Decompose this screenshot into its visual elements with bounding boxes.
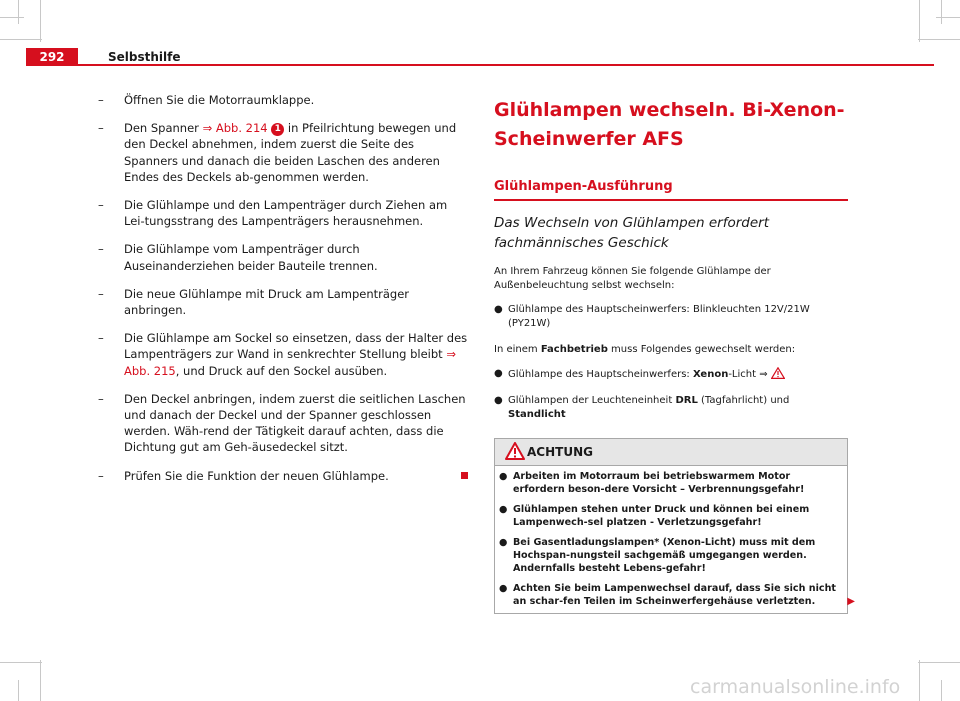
bullet-icon: ● <box>499 536 508 548</box>
section-title: Selbsthilfe <box>108 50 181 64</box>
section-end-marker <box>461 472 468 479</box>
header-rule <box>78 64 934 66</box>
warning-item <box>499 503 841 530</box>
step-dash: – <box>98 331 104 346</box>
left-column <box>98 92 468 496</box>
warning-box <box>494 438 855 614</box>
step-dash: – <box>98 93 104 107</box>
step-text: Die Glühlampe am Sockel so einsetzen, dass der Halter des Lampenträgers zur Wand in senkrechter Stellung bleibt <box>124 331 468 362</box>
warning-body <box>495 466 855 613</box>
list-item <box>494 303 848 331</box>
intro-paragraph: An Ihrem Fahrzeug können Sie folgende Glühlampe der Außenbeleuchtung selbst wechseln: <box>494 266 771 291</box>
page-number: 292 <box>26 48 78 66</box>
crop-mark <box>919 660 920 701</box>
crop-mark <box>40 0 41 42</box>
figure-link[interactable]: ⇒ Abb. 215 <box>124 347 456 378</box>
list-item-bold: DRL <box>675 395 698 406</box>
bullet-icon: ● <box>494 395 503 406</box>
step-text: Die Glühlampe vom Lampenträger durch Auseinanderziehen beider Bauteile trennen. <box>124 242 378 273</box>
step-dash: – <box>98 468 104 483</box>
step-item <box>98 330 468 379</box>
warning-item-text: Glühlampen stehen unter Druck und können bei einem Lampenwech-sel platzen - Verletzungsgefahr! <box>513 503 810 529</box>
step-item <box>98 286 468 318</box>
step-text: Den Spanner <box>124 121 203 136</box>
step-text: Den Deckel anbringen, indem zuerst die seitlichen Laschen und danach der Deckel und der Spanner geschlossen werden. Wäh-rend der Tätigkeit darauf achten, dass die Dichtung gut am Geh-äusedeckel sitzt. <box>124 391 466 455</box>
list-item <box>494 367 848 384</box>
section-subtitle: Glühlampen-Ausführung <box>494 179 848 201</box>
crop-mark <box>18 0 19 24</box>
warning-header <box>495 439 847 466</box>
figure-link[interactable]: ⇒ Abb. 214 <box>202 121 268 136</box>
warning-item-text: Arbeiten im Motorraum bei betriebswarmem Motor erfordern beson-dere Vorsicht – Verbrennungsgefahr! <box>513 471 805 496</box>
crop-mark <box>918 662 960 663</box>
callout-badge: 1 <box>271 123 284 136</box>
list-item-text: Glühlampe des Hauptscheinwerfers: <box>508 369 693 380</box>
step-text: Prüfen Sie die Funktion der neuen Glühlampe. <box>124 468 389 483</box>
lead-text: Das Wechseln von Glühlampen erfordert fachmännisches Geschick <box>494 215 770 251</box>
list-item-bold: Xenon <box>692 369 729 380</box>
warning-item <box>499 536 841 576</box>
crop-mark <box>0 662 42 663</box>
paragraph-bold: Fachbetrieb <box>540 344 608 355</box>
step-item <box>98 92 468 108</box>
workshop-paragraph <box>494 343 848 357</box>
crop-mark <box>941 680 942 701</box>
warning-item <box>499 470 841 497</box>
step-text: in Pfeilrichtung bewegen und den Deckel abnehmen, indem zuerst die Seite des Spanners und danach die beiden Laschen des anderen Endes des Deckels ab-genommen werden. <box>124 121 457 184</box>
step-dash: – <box>98 121 104 136</box>
crop-mark <box>0 17 24 18</box>
step-item <box>98 391 468 456</box>
step-text: Die neue Glühlampe mit Druck am Lampenträger anbringen. <box>124 286 410 318</box>
crop-mark <box>936 17 960 18</box>
warning-icon[interactable] <box>771 367 785 384</box>
step-item <box>98 241 468 273</box>
list-item-text: Glühlampen der Leuchteneinheit <box>508 395 676 406</box>
crop-mark <box>918 39 960 40</box>
list-item-text: Glühlampe des Hauptscheinwerfers: Blinkleuchten 12V/21W (PY21W) <box>508 304 810 329</box>
bullet-icon: ● <box>499 471 508 482</box>
crop-mark <box>18 680 19 701</box>
crop-mark <box>0 39 42 40</box>
paragraph-text: In einem <box>494 344 541 355</box>
step-item <box>98 468 468 484</box>
warning-item-text: Bei Gasentladungslampen* (Xenon-Licht) muss mit dem Hochspan-nungsteil sachgemäß umgegangen werden. Andernfalls besteht Lebens-gefahr! <box>513 536 816 575</box>
crop-mark <box>40 660 41 701</box>
watermark: carmanualsonline.info <box>690 676 901 698</box>
warning-icon <box>505 442 525 464</box>
warning-item <box>499 582 855 609</box>
page-title: Glühlampen wechseln. Bi-Xenon-Scheinwerfer AFS <box>494 99 845 150</box>
bullet-icon: ● <box>494 304 503 315</box>
crop-mark <box>919 0 920 42</box>
step-text: Öffnen Sie die Motorraumklappe. <box>124 93 315 107</box>
bullet-icon: ● <box>494 368 503 379</box>
warning-item-text: Achten Sie beim Lampenwechsel darauf, dass Sie sich nicht an schar-fen Teilen im Scheinwerfergehäuse verletzten. <box>513 582 837 608</box>
step-dash: – <box>98 242 104 257</box>
paragraph-text: muss Folgendes gewechselt werden: <box>607 344 796 355</box>
continue-arrow-icon: ▶ <box>847 596 855 608</box>
step-dash: – <box>98 391 104 406</box>
bullet-icon: ● <box>499 582 508 594</box>
bullet-icon: ● <box>499 503 508 515</box>
step-text: , und Druck auf den Sockel ausüben. <box>175 363 388 378</box>
crop-mark <box>941 0 942 24</box>
list-item-text: (Tagfahrlicht) und <box>697 395 790 406</box>
list-item-text: -Licht ⇒ <box>728 369 771 380</box>
list-item-bold: Standlicht <box>508 409 566 420</box>
step-text: Die Glühlampe und den Lampenträger durch Ziehen am Lei-tungsstrang des Lampenträgers herausnehmen. <box>124 198 448 229</box>
step-dash: – <box>98 286 104 301</box>
list-item <box>494 394 848 422</box>
right-column <box>494 96 855 614</box>
step-item <box>98 120 468 185</box>
page-header <box>26 48 934 66</box>
step-item <box>98 197 468 229</box>
warning-title: ACHTUNG <box>527 445 593 459</box>
step-dash: – <box>98 198 104 213</box>
